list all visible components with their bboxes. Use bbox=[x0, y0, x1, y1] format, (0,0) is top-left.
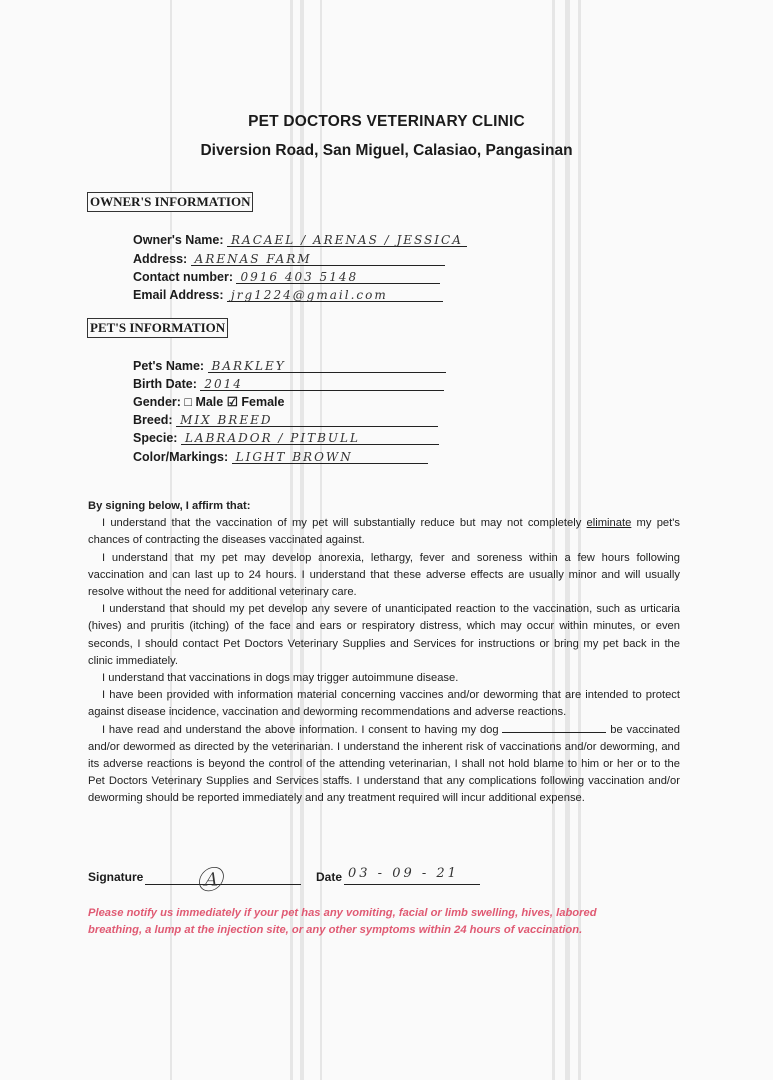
field-value: jrg1224@gmail.com bbox=[231, 288, 388, 302]
field-value: ARENAS FARM bbox=[194, 252, 312, 266]
pet-section-heading: PET'S INFORMATION bbox=[87, 318, 228, 338]
consent-text: I understand that the vaccination of my pet will substantially reduce but may not completely bbox=[102, 517, 587, 530]
gender-field[interactable] bbox=[133, 394, 284, 409]
field-value: 0916 403 5148 bbox=[240, 270, 359, 284]
consent-emphasis: eliminate bbox=[586, 517, 632, 530]
consent-paragraph: I understand that should my pet develop any severe of unanticipated reaction to the vaccination, such as urticaria (hives) and pruritis (itching) of the face and ears or respiratory distress, which may occur within minutes, or even seconds, I should contact Pet Doctors Veterinary Supplies and Services for instructions or bring my pet back in the clinic immediately. bbox=[88, 603, 680, 667]
field-label: Address: bbox=[133, 252, 188, 266]
signature-line[interactable] bbox=[145, 884, 301, 885]
consent-statement bbox=[88, 498, 680, 808]
field-label: Contact number: bbox=[133, 270, 233, 284]
specie-field[interactable] bbox=[133, 430, 439, 445]
field-label: Color/Markings: bbox=[133, 450, 229, 464]
consent-paragraph bbox=[88, 722, 680, 808]
color-markings-field[interactable] bbox=[133, 449, 428, 464]
field-label: Pet's Name: bbox=[133, 359, 205, 373]
contact-number-field[interactable] bbox=[133, 269, 440, 284]
consent-lead: By signing below, I affirm that: bbox=[88, 500, 251, 512]
field-value: LABRADOR / PITBULL bbox=[184, 431, 360, 445]
consent-paragraph: I understand that vaccinations in dogs may trigger autoimmune disease. bbox=[102, 672, 459, 685]
field-label: Specie: bbox=[133, 431, 178, 445]
date-value: 03 - 09 - 21 bbox=[348, 866, 459, 881]
field-value: 2014 bbox=[204, 377, 243, 391]
field-value: RACAEL / ARENAS / JESSICA bbox=[231, 233, 463, 247]
owner-name-field[interactable] bbox=[133, 232, 467, 247]
field-label: Gender: bbox=[133, 395, 181, 409]
date-line[interactable] bbox=[344, 884, 480, 885]
consent-paragraph: I have been provided with information material concerning vaccines and/or deworming that are intended to protect against disease incidence, vaccination and deworming recommendations and adverse reactions. bbox=[88, 689, 680, 719]
signature-mark: Ⓐ bbox=[196, 866, 223, 896]
consent-text: my pet's chances of contracting the diseases vaccinated against. bbox=[88, 517, 680, 547]
field-value: BARKLEY bbox=[211, 359, 286, 373]
consent-paragraph: I understand that my pet may develop anorexia, lethargy, fever and soreness within a few hours following vaccination and can last up to 24 hours. I understand that these adverse effects are usually minor and will usually resolve without the need for additional veterinary care. bbox=[88, 551, 680, 599]
pet-name-field[interactable] bbox=[133, 358, 446, 373]
email-address-field[interactable] bbox=[133, 287, 443, 302]
field-label: Breed: bbox=[133, 413, 173, 427]
consent-paragraph bbox=[88, 515, 680, 549]
consent-text: I have read and understand the above information. I consent to having my dog bbox=[102, 723, 503, 736]
breed-field[interactable] bbox=[133, 412, 438, 427]
date-label: Date bbox=[316, 870, 343, 884]
post-vaccination-notice: Please notify us immediately if your pet has any vomiting, facial or limb swelling, hives, labored breathing, a lump at the injection site, or any other symptoms within 24 hours of vaccination. bbox=[88, 907, 597, 936]
clinic-name: PET DOCTORS VETERINARY CLINIC bbox=[248, 113, 525, 130]
gender-options[interactable]: □ Male ☑ Female bbox=[184, 395, 285, 409]
owner-section-heading: OWNER'S INFORMATION bbox=[87, 192, 253, 212]
field-label: Owner's Name: bbox=[133, 233, 224, 247]
signature-label: Signature bbox=[88, 870, 144, 884]
field-label: Email Address: bbox=[133, 288, 224, 302]
birth-date-field[interactable] bbox=[133, 376, 444, 391]
consent-text: be vaccinated and/or dewormed as directed by the veterinarian. I understand the inherent risk of vaccinations and/or deworming, and its adverse reactions is beyond the control of the attending veterinarian, I shall not hold blame to him or her or to the Pet Doctors Veterinary Supplies and Services staffs. I understand that any complications following vaccination and/or deworming should be reported immediately and any treatment required will incur additional expense. bbox=[88, 723, 680, 805]
clinic-address: Diversion Road, San Miguel, Calasiao, Pangasinan bbox=[200, 142, 573, 159]
field-label: Birth Date: bbox=[133, 377, 197, 391]
field-value: MIX BREED bbox=[180, 413, 273, 427]
field-value: LIGHT BROWN bbox=[235, 450, 353, 464]
address-field[interactable] bbox=[133, 251, 445, 266]
dog-name-blank[interactable] bbox=[502, 722, 606, 733]
